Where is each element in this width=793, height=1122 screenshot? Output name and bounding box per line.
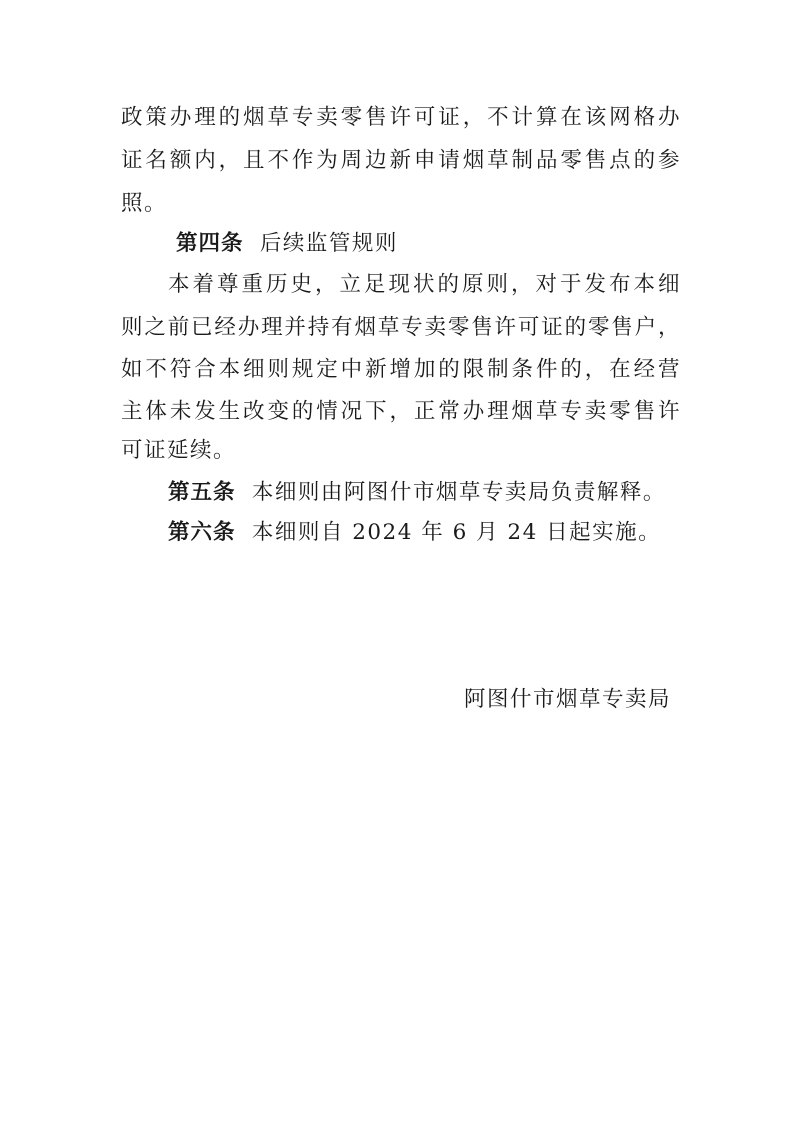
article-4-line-5: 可证延续。 bbox=[121, 438, 237, 463]
signature: 阿图什市烟草专卖局 bbox=[463, 687, 671, 712]
article-6-label: 第六条 bbox=[168, 520, 236, 545]
intro-line-2: 证名额内，且不作为周边新申请烟草制品零售点的参 bbox=[121, 148, 681, 173]
intro-line-3: 照。 bbox=[121, 191, 168, 216]
article-4-title: 后续监管规则 bbox=[259, 231, 398, 256]
article-4-heading bbox=[176, 229, 398, 259]
article-4-label: 第四条 bbox=[176, 231, 244, 256]
intro-line-1: 政策办理的烟草专卖零售许可证，不计算在该网格办 bbox=[121, 105, 681, 130]
article-5 bbox=[168, 478, 666, 508]
article-6-text: 本细则自 2024 年 6 月 24 日起实施。 bbox=[251, 520, 662, 545]
article-5-label: 第五条 bbox=[168, 480, 236, 505]
article-4-line-2: 则之前已经办理并持有烟草专卖零售许可证的零售户， bbox=[121, 315, 681, 340]
article-4-line-4: 主体未发生改变的情况下，正常办理烟草专卖零售许 bbox=[121, 399, 681, 424]
article-6 bbox=[168, 518, 661, 548]
article-5-text: 本细则由阿图什市烟草专卖局负责解释。 bbox=[251, 480, 666, 505]
article-4-line-1: 本着尊重历史，立足现状的原则，对于发布本细 bbox=[168, 272, 681, 297]
article-4-line-3: 如不符合本细则规定中新增加的限制条件的，在经营 bbox=[121, 357, 681, 382]
